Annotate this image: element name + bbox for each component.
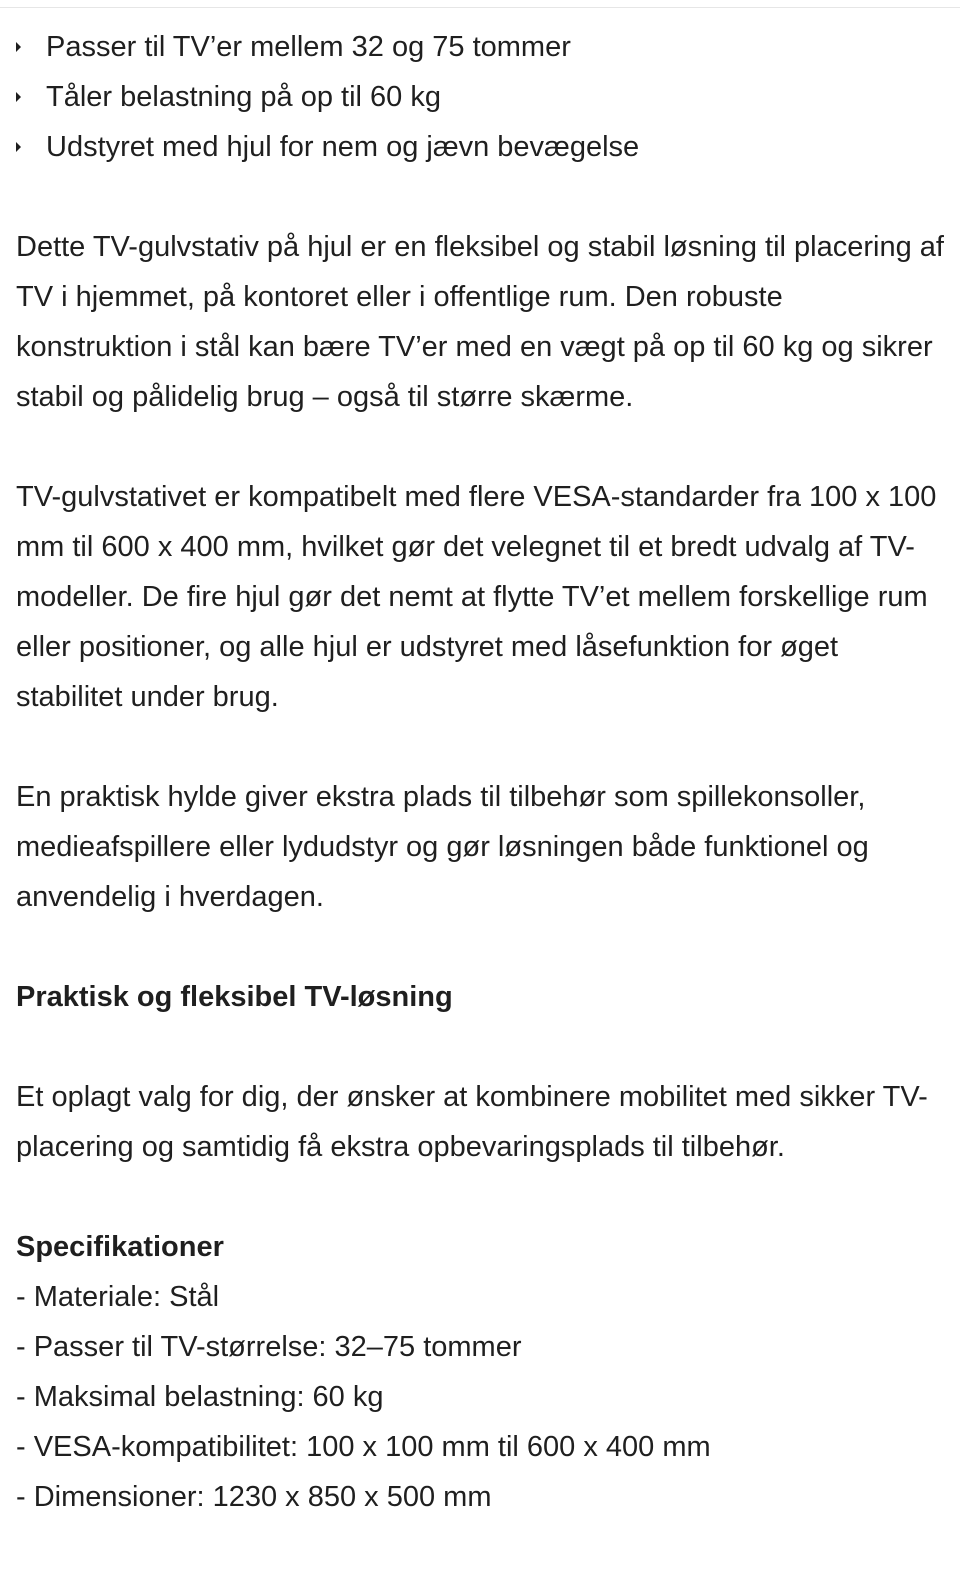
- list-item: [16, 122, 946, 172]
- description-paragraph-2: TV-gulvstativet er kompatibelt med flere VESA-standarder fra 100 x 100 mm til 600 x 400 mm, hvilket gør det velegnet til et bredt udvalg af TV-modeller. De fire hjul gør det nemt at flytte TV’et mellem forskellige rum eller positioner, og alle hjul er udstyret med låsefunktion for øget stabilitet under brug.: [16, 481, 937, 713]
- spec-item: - Maksimal belastning: 60 kg: [16, 1381, 384, 1413]
- bullet-triangle-icon: [16, 142, 21, 152]
- spec-item: - Dimensioner: 1230 x 850 x 500 mm: [16, 1481, 492, 1513]
- section-heading: Praktisk og fleksibel TV-løsning: [16, 981, 453, 1013]
- description-paragraph-1: Dette TV-gulvstativ på hjul er en fleksibel og stabil løsning til placering af TV i hjemmet, på kontoret eller i offentlige rum. Den robuste konstruktion i stål kan bære TV’er med en vægt på op til 60 kg og sikrer stabil og pålidelig brug – også til større skærme.: [16, 231, 944, 413]
- top-divider: [0, 7, 960, 8]
- product-description: [16, 22, 946, 1522]
- spec-item: - Materiale: Stål: [16, 1281, 220, 1313]
- feature-list: [16, 22, 946, 172]
- feature-text: Tåler belastning på op til 60 kg: [46, 81, 441, 113]
- section-paragraph: Et oplagt valg for dig, der ønsker at kombinere mobilitet med sikker TV-placering og samtidig få ekstra opbevaringsplads til tilbehør.: [16, 1081, 928, 1163]
- specs-heading: Specifikationer: [16, 1231, 224, 1263]
- feature-text: Passer til TV’er mellem 32 og 75 tommer: [46, 31, 571, 63]
- spec-item: - Passer til TV-størrelse: 32–75 tommer: [16, 1331, 522, 1363]
- feature-text: Udstyret med hjul for nem og jævn bevægelse: [46, 131, 640, 163]
- specs-list: [16, 1272, 946, 1522]
- bullet-triangle-icon: [16, 92, 21, 102]
- description-paragraph-3: En praktisk hylde giver ekstra plads til tilbehør som spillekonsoller, medieafspillere eller lydudstyr og gør løsningen både funktionel og anvendelig i hverdagen.: [16, 781, 869, 913]
- bullet-triangle-icon: [16, 42, 21, 52]
- spec-item: - VESA-kompatibilitet: 100 x 100 mm til 600 x 400 mm: [16, 1431, 711, 1463]
- list-item: [16, 22, 946, 72]
- list-item: [16, 72, 946, 122]
